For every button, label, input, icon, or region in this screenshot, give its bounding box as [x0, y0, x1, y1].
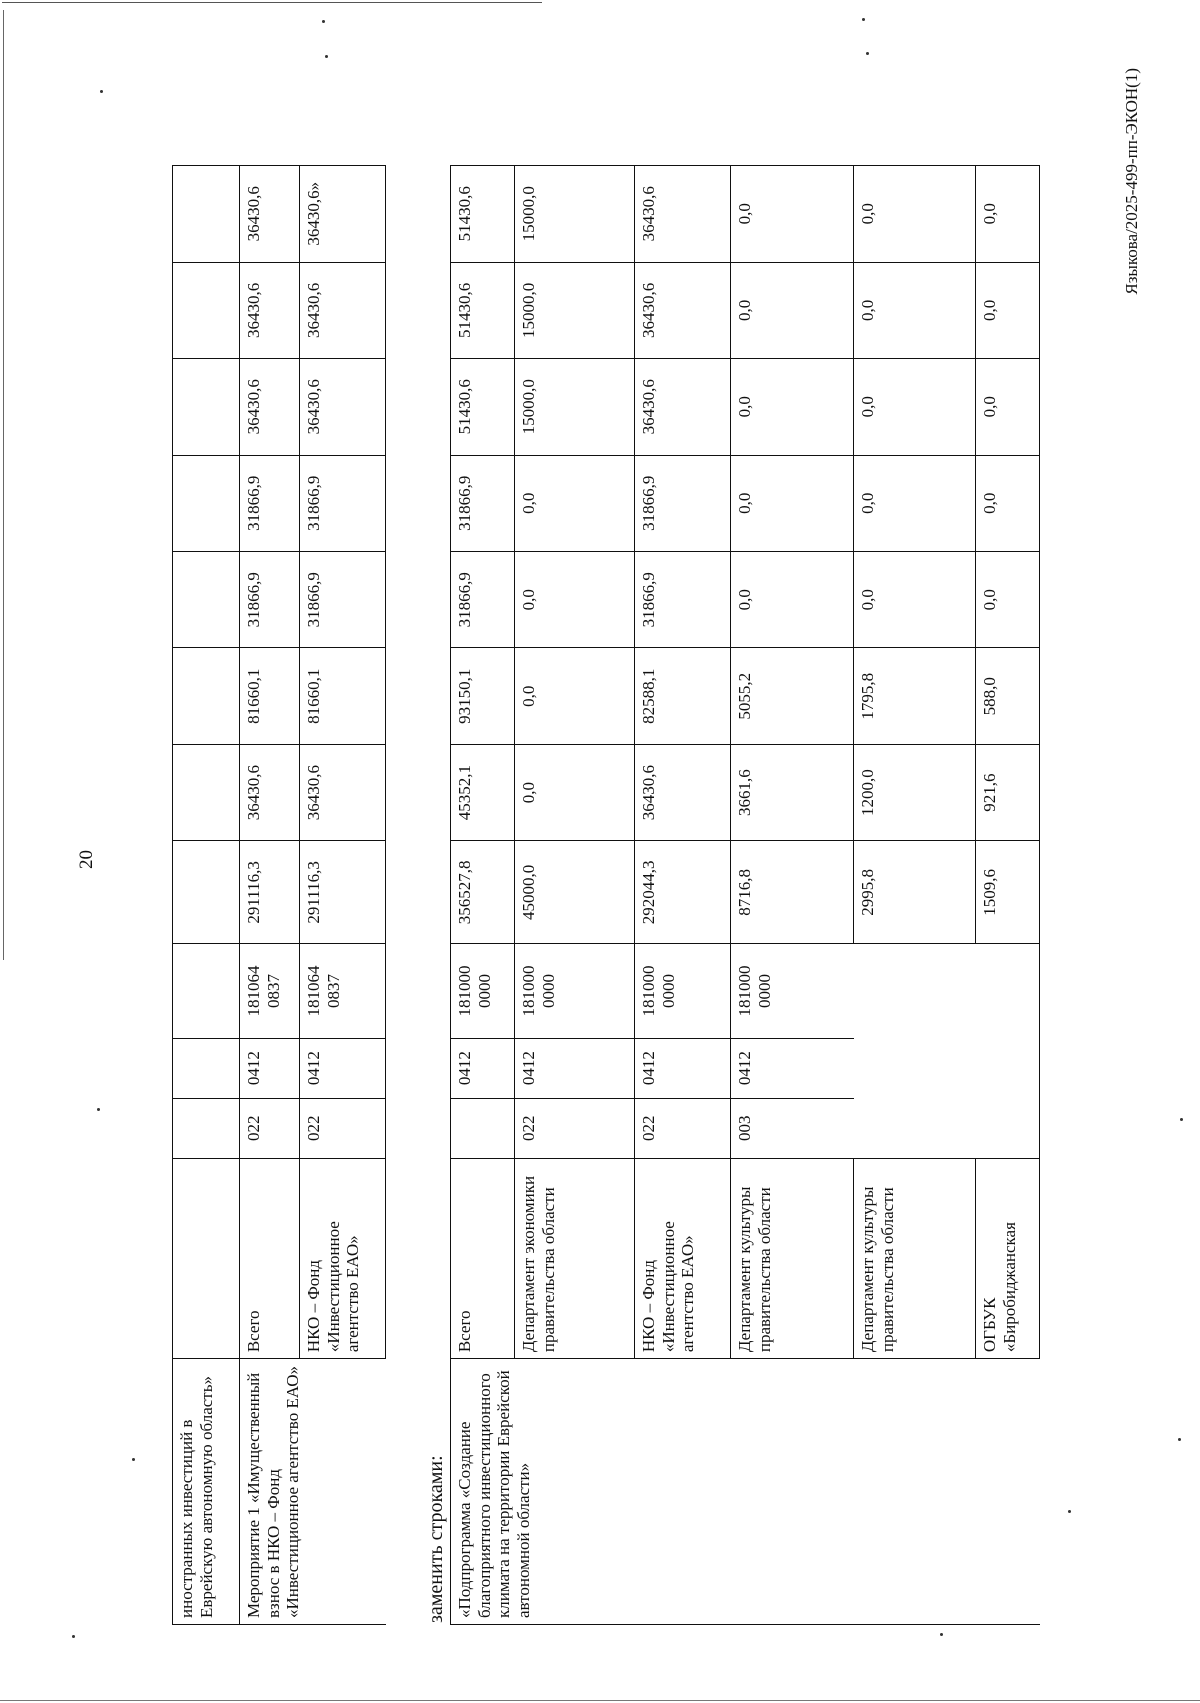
- code-cell: 0412: [515, 1038, 635, 1098]
- value-cell: 2995,8: [854, 841, 976, 944]
- value-cell: 36430,6: [240, 744, 300, 840]
- budget-table-top: [172, 165, 386, 1625]
- value-cell: 36430,6: [240, 359, 300, 455]
- code-cell: 181064 0837: [300, 944, 386, 1038]
- code-cell: 022: [515, 1098, 635, 1158]
- value-cell: 0,0: [976, 455, 1040, 551]
- executor-cell: НКО – Фонд «Инвестиционное агентство ЕАО»: [635, 1158, 731, 1358]
- value-cell: 0,0: [731, 455, 854, 551]
- code-cell: 181000 0000: [451, 944, 515, 1038]
- value-cell: 36430,6»: [300, 166, 386, 263]
- value-cell: 93150,1: [451, 648, 515, 744]
- code-cell: 181000 0000: [515, 944, 635, 1038]
- value-cell: 588,0: [976, 648, 1040, 744]
- value-cell: 0,0: [976, 262, 1040, 358]
- value-cell: 36430,6: [635, 166, 731, 263]
- value-cell: 36430,6: [300, 359, 386, 455]
- value-cell: 3661,6: [731, 744, 854, 840]
- value-cell: 15000,0: [515, 166, 635, 263]
- table-row: [173, 166, 240, 1625]
- value-cell: 36430,6: [300, 744, 386, 840]
- value-cell: 0,0: [731, 552, 854, 648]
- value-cell: 356527,8: [451, 841, 515, 944]
- value-cell: 0,0: [854, 552, 976, 648]
- executor-cell: Всего: [240, 1158, 300, 1358]
- code-cell: [854, 1098, 976, 1158]
- code-cell: [854, 1038, 976, 1098]
- executor-cell: ОГБУК «Биробиджанская: [976, 1158, 1040, 1358]
- value-cell: 5055,2: [731, 648, 854, 744]
- value-cell: 0,0: [515, 552, 635, 648]
- value-cell: 51430,6: [451, 262, 515, 358]
- value-cell: 36430,6: [300, 262, 386, 358]
- value-cell: 0,0: [854, 166, 976, 263]
- value-cell: 31866,9: [451, 455, 515, 551]
- code-cell: [976, 1098, 1040, 1158]
- executor-cell: Всего: [451, 1158, 515, 1358]
- value-cell: 36430,6: [240, 262, 300, 358]
- value-cell: 81660,1: [240, 648, 300, 744]
- code-cell: 181000 0000: [635, 944, 731, 1038]
- event-name-cell: иностранных инвестиций в Еврейскую автономную область»: [173, 1359, 240, 1625]
- code-cell: [854, 944, 976, 1038]
- code-cell: 022: [240, 1098, 300, 1158]
- value-cell: 8716,8: [731, 841, 854, 944]
- value-cell: 291116,3: [300, 841, 386, 944]
- code-cell: 0412: [731, 1038, 854, 1098]
- value-cell: 45352,1: [451, 744, 515, 840]
- value-cell: 51430,6: [451, 166, 515, 263]
- table-row: [451, 166, 515, 1625]
- value-cell: 0,0: [515, 455, 635, 551]
- code-cell: 181000 0000: [731, 944, 854, 1038]
- value-cell: 291116,3: [240, 841, 300, 944]
- value-cell: 921,6: [976, 744, 1040, 840]
- value-cell: 0,0: [731, 262, 854, 358]
- code-cell: 0412: [300, 1038, 386, 1098]
- budget-table-bottom: [450, 165, 1040, 1625]
- code-cell: 0412: [635, 1038, 731, 1098]
- code-cell: 0412: [240, 1038, 300, 1098]
- value-cell: 1200,0: [854, 744, 976, 840]
- code-cell: [976, 1038, 1040, 1098]
- value-cell: 0,0: [854, 359, 976, 455]
- value-cell: 82588,1: [635, 648, 731, 744]
- executor-cell: Департамент культуры правительства области: [854, 1158, 976, 1358]
- table-row: [240, 166, 300, 1625]
- value-cell: 31866,9: [240, 552, 300, 648]
- value-cell: 36430,6: [635, 744, 731, 840]
- value-cell: 15000,0: [515, 359, 635, 455]
- value-cell: 0,0: [854, 455, 976, 551]
- executor-cell: Департамент экономики правительства области: [515, 1158, 635, 1358]
- value-cell: 36430,6: [635, 262, 731, 358]
- value-cell: 81660,1: [300, 648, 386, 744]
- value-cell: 1795,8: [854, 648, 976, 744]
- value-cell: 31866,9: [300, 455, 386, 551]
- value-cell: 31866,9: [300, 552, 386, 648]
- value-cell: 31866,9: [240, 455, 300, 551]
- value-cell: 36430,6: [635, 359, 731, 455]
- code-cell: 003: [731, 1098, 854, 1158]
- event-name-cell: Мероприятие 1 «Имущественный взнос в НКО – Фонд «Инвестиционное агентство ЕАО»: [240, 1359, 386, 1625]
- value-cell: 31866,9: [635, 455, 731, 551]
- document-code-footer: Языкова/2025-499-пп-ЭКОН(1): [1122, 68, 1141, 295]
- value-cell: 0,0: [731, 359, 854, 455]
- value-cell: 0,0: [976, 359, 1040, 455]
- value-cell: 51430,6: [451, 359, 515, 455]
- value-cell: 1509,6: [976, 841, 1040, 944]
- value-cell: 0,0: [515, 648, 635, 744]
- page-number: 20: [76, 850, 97, 869]
- value-cell: 292044,3: [635, 841, 731, 944]
- program-name-cell: «Подпрограмма «Создание благоприятного инвестиционного климата на территории Еврейской автономной области»: [451, 1359, 1040, 1625]
- value-cell: 45000,0: [515, 841, 635, 944]
- value-cell: 31866,9: [635, 552, 731, 648]
- replace-heading: заменить строками:: [425, 1455, 447, 1623]
- code-cell: [451, 1098, 515, 1158]
- value-cell: 0,0: [976, 166, 1040, 263]
- value-cell: 0,0: [731, 166, 854, 263]
- executor-cell: НКО – Фонд «Инвестиционное агентство ЕАО»: [300, 1158, 386, 1358]
- value-cell: 0,0: [976, 552, 1040, 648]
- value-cell: 0,0: [515, 744, 635, 840]
- value-cell: 15000,0: [515, 262, 635, 358]
- code-cell: 022: [635, 1098, 731, 1158]
- value-cell: 31866,9: [451, 552, 515, 648]
- code-cell: 181064 0837: [240, 944, 300, 1038]
- value-cell: 36430,6: [240, 166, 300, 263]
- executor-cell: Департамент культуры правительства области: [731, 1158, 854, 1358]
- value-cell: 0,0: [854, 262, 976, 358]
- code-cell: 022: [300, 1098, 386, 1158]
- code-cell: [976, 944, 1040, 1038]
- code-cell: 0412: [451, 1038, 515, 1098]
